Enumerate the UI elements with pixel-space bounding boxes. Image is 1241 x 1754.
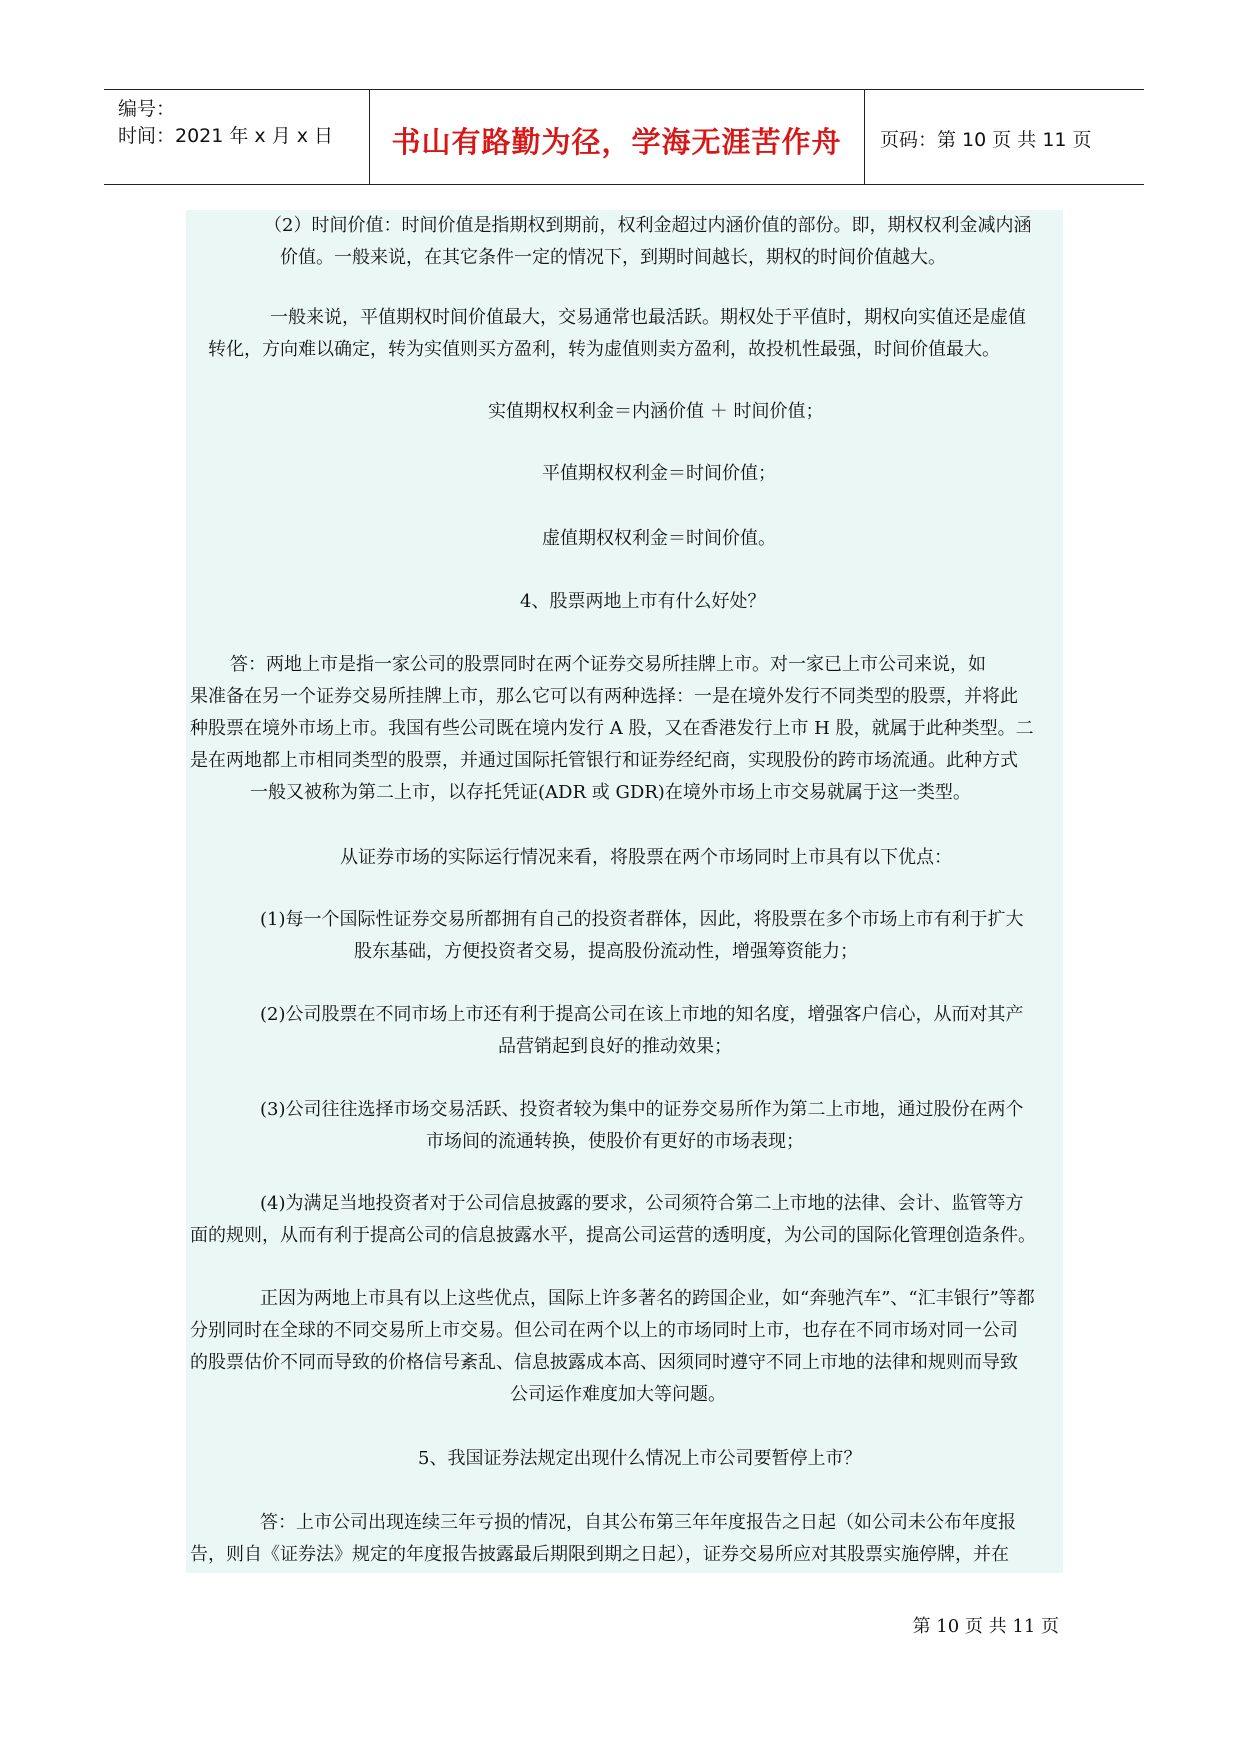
- paragraph-line: 股东基础，方便投资者交易，提高股份流动性，增强筹资能力；: [354, 941, 858, 962]
- paragraph-line: 果准备在另一个证券交易所挂牌上市，那么它可以有两种选择：一是在境外发行不同类型的股票，并将此: [190, 686, 1018, 707]
- paragraph-line: 一般又被称为第二上市，以存托凭证(ADR 或 GDR)在境外市场上市交易就属于这一类型。: [250, 782, 971, 803]
- paragraph-line: 价值。一般来说，在其它条件一定的情况下，到期时间越长，期权的时间价值越大。: [280, 247, 946, 268]
- paragraph-time-value: [186, 210, 1063, 274]
- paragraph-atm: [186, 302, 1063, 366]
- paragraph-line: (2)公司股票在不同市场上市还有利于提高公司在该上市地的知名度，增强客户信心，从而对其产: [260, 1004, 1024, 1025]
- paragraph-line: 是在两地都上市相同类型的股票，并通过国际托管银行和证券经纪商，实现股份的跨市场流通。此种方式: [190, 750, 1018, 771]
- advantages-intro: 从证券市场的实际运行情况来看，将股票在两个市场同时上市具有以下优点：: [340, 847, 952, 868]
- answer-5: [186, 1507, 1063, 1571]
- advantage-4: [186, 1188, 1063, 1252]
- paragraph-line: 公司运作难度加大等问题。: [510, 1384, 726, 1405]
- paragraph-line: （2）时间价值：时间价值是指期权到期前，权利金超过内涵价值的部份。即，期权权利金减内涵: [264, 215, 1032, 236]
- formula-itm: 实值期权权利金＝内涵价值 ＋ 时间价值；: [488, 401, 824, 422]
- paragraph-line: (4)为满足当地投资者对于公司信息披露的要求，公司须符合第二上市地的法律、会计、监管等方: [260, 1193, 1024, 1214]
- header-page-cell: [864, 90, 1144, 184]
- answer-4: [186, 649, 1063, 809]
- paragraph-line: 市场间的流通转换，使股价有更好的市场表现；: [426, 1131, 804, 1152]
- paragraph-line: 答：上市公司出现连续三年亏损的情况，自其公布第三年年度报告之日起（如公司未公布年度报: [260, 1512, 1016, 1533]
- header-meta-cell: [104, 90, 370, 184]
- document-body: [186, 210, 1063, 1573]
- question-5: 5、我国证券法规定出现什么情况上市公司要暂停上市？: [418, 1448, 862, 1469]
- document-number-label: 编号：: [118, 98, 176, 120]
- paragraph-line: 种股票在境外市场上市。我国有些公司既在境内发行 A 股，又在香港发行上市 H 股，就属于此种类型。二: [190, 718, 1034, 739]
- formula-atm: 平值期权权利金＝时间价值；: [542, 463, 776, 484]
- paragraph-line: 答：两地上市是指一家公司的股票同时在两个证券交易所挂牌上市。对一家已上市公司来说，如: [230, 654, 986, 675]
- header-motto-cell: [369, 90, 865, 184]
- footer-page-number: 第 10 页 共 11 页: [912, 1616, 1059, 1637]
- advantage-1: [186, 904, 1063, 968]
- paragraph-line: 告，则自《证券法》规定的年度报告披露最后期限到期之日起），证券交易所应对其股票实施停牌，并在: [190, 1544, 1009, 1565]
- paragraph-line: 面的规则，从而有利于提高公司的信息披露水平，提高公司运营的透明度，为公司的国际化管理创造条件。: [190, 1225, 1036, 1246]
- advantage-3: [186, 1094, 1063, 1158]
- question-4: 4、股票两地上市有什么好处？: [520, 591, 766, 612]
- document-time-label: 时间：2021 年 x 月 x 日: [118, 125, 334, 147]
- header-page-info: 页码：第 10 页 共 11 页: [880, 129, 1092, 151]
- paragraph-line: (1)每一个国际性证券交易所都拥有自己的投资者群体，因此，将股票在多个市场上市有利于扩大: [260, 909, 1024, 930]
- document-header: [104, 89, 1144, 185]
- paragraph-line: (3)公司往往选择市场交易活跃、投资者较为集中的证券交易所作为第二上市地，通过股份在两个: [260, 1099, 1024, 1120]
- motto: 书山有路勤为径，学海无涯苦作舟: [391, 125, 842, 159]
- paragraph-line: 分别同时在全球的不同交易所上市交易。但公司在两个以上的市场同时上市，也存在不同市场对同一公司: [190, 1320, 1018, 1341]
- paragraph-line: 的股票估价不同而导致的价格信号紊乱、信息披露成本高、因须同时遵守不同上市地的法律和规则而导致: [190, 1352, 1018, 1373]
- paragraph-line: 正因为两地上市具有以上这些优点，国际上许多著名的跨国企业，如“奔驰汽车”、“汇丰银行”等都: [260, 1288, 1035, 1309]
- paragraph-line: 一般来说，平值期权时间价值最大，交易通常也最活跃。期权处于平值时，期权向实值还是虚值: [270, 307, 1026, 328]
- paragraph-line: 转化，方向难以确定，转为实值则买方盈利，转为虚值则卖方盈利，故投机性最强，时间价值最大。: [208, 339, 1000, 360]
- advantage-2: [186, 999, 1063, 1063]
- paragraph-line: 品营销起到良好的推动效果；: [498, 1036, 732, 1057]
- formula-otm: 虚值期权权利金＝时间价值。: [542, 528, 776, 549]
- paragraph-issues: [186, 1283, 1063, 1411]
